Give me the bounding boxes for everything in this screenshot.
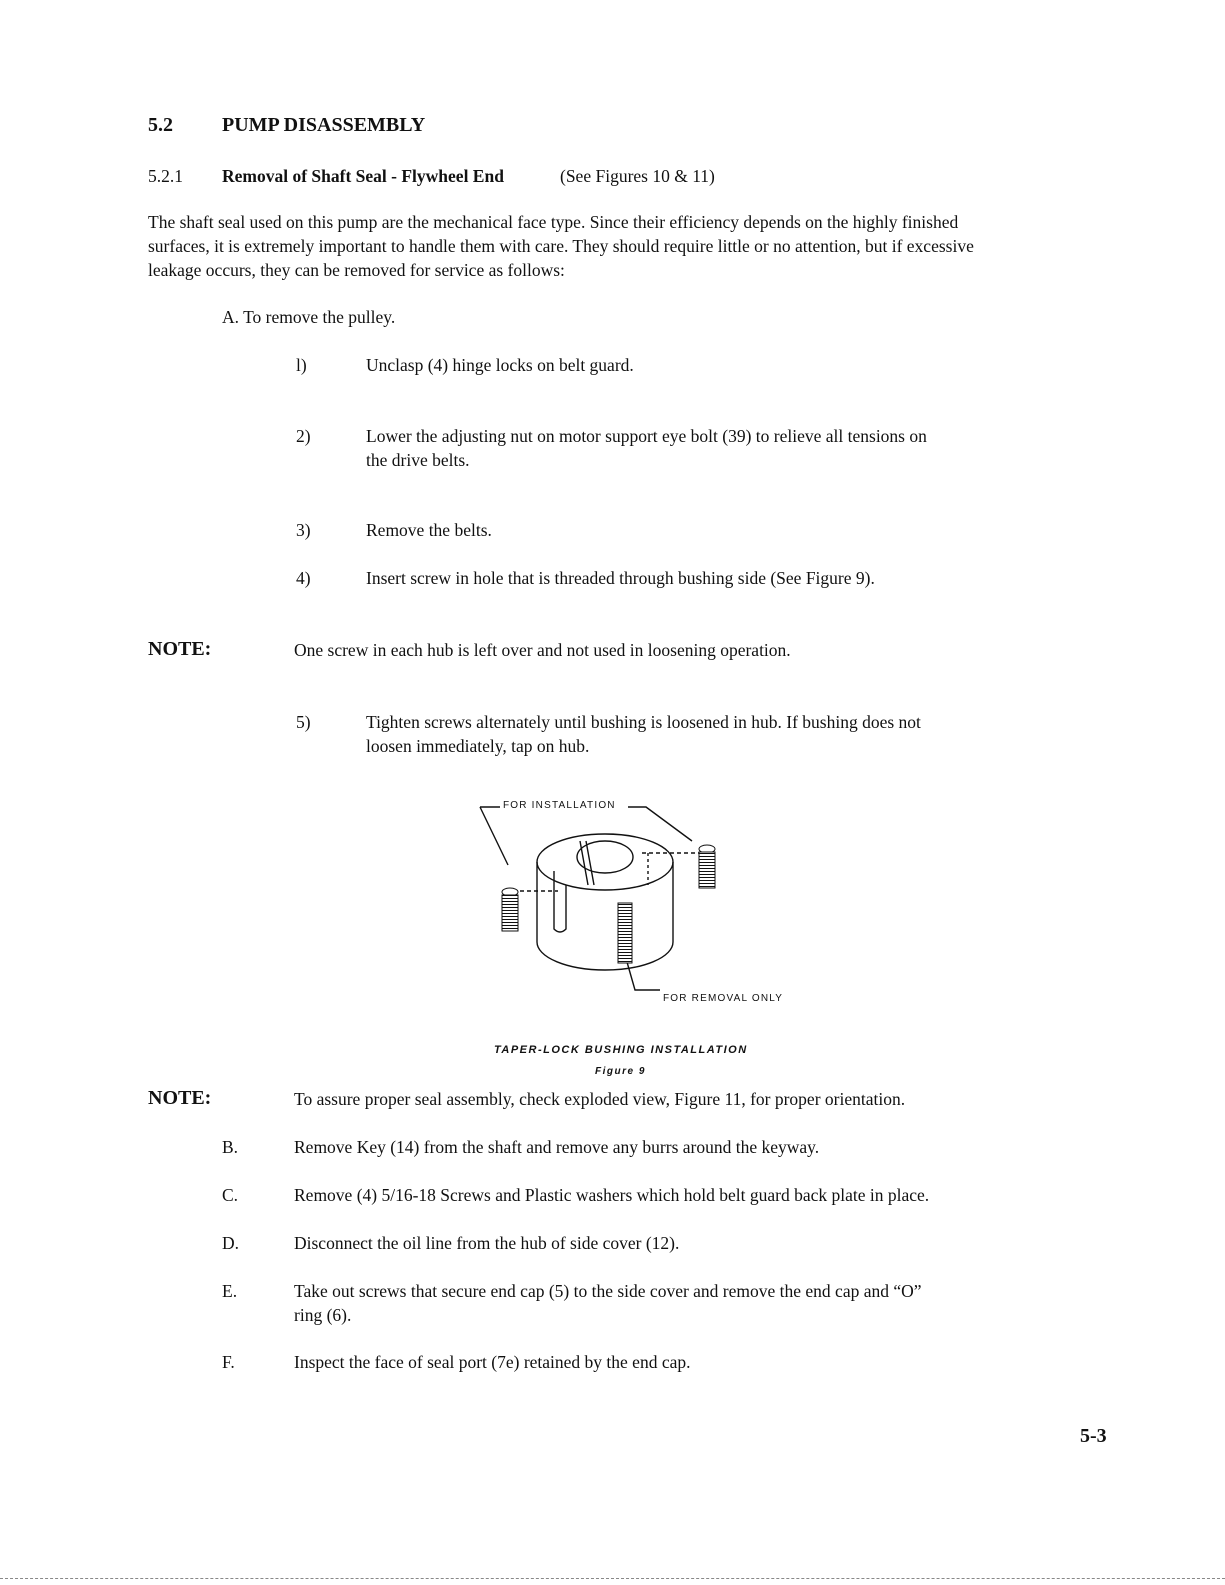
screw-right [699,845,715,888]
substep-text: Tighten screws alternately until bushing is loosened in hub. If bushing does not [366,712,921,732]
section-number: 5.2 [148,114,173,136]
label-for-installation: FOR INSTALLATION [503,800,616,811]
note-text: To assure proper seal assembly, check exploded view, Figure 11, for proper orientation. [294,1089,906,1109]
subsection-title: Removal of Shaft Seal - Flywheel End [222,166,504,186]
step-text: Take out screws that secure end cap (5) to the side cover and remove the end cap and “O” [294,1281,922,1301]
page-number: 5-3 [1080,1425,1107,1447]
substep-text: Lower the adjusting nut on motor support eye bolt (39) to relieve all tensions on [366,426,927,446]
intro-line: surfaces, it is extremely important to handle them with care. They should require little or no attention, but if excessive [148,236,974,256]
substep-number: 3) [296,520,311,540]
substep-text: loosen immediately, tap on hub. [366,736,590,756]
step-letter: B. [222,1137,239,1157]
note-text: One screw in each hub is left over and not used in loosening operation. [294,640,791,660]
step-text: Remove (4) 5/16-18 Screws and Plastic washers which hold belt guard back plate in place. [294,1185,930,1205]
section-title: PUMP DISASSEMBLY [222,114,426,136]
figure-number: Figure 9 [595,1066,646,1077]
screw-left [502,888,518,931]
subsection-ref: (See Figures 10 & 11) [560,166,715,186]
step-a: A. To remove the pulley. [222,307,396,327]
substep-text: Remove the belts. [366,520,492,540]
substep-number: 2) [296,426,311,446]
bushing-top-face [537,834,673,890]
taper-lock-bushing-illustration [470,795,750,1010]
install-leader-left [480,807,508,865]
step-text: Disconnect the oil line from the hub of side cover (12). [294,1233,680,1253]
step-text: Inspect the face of seal port (7e) retained by the end cap. [294,1352,691,1372]
intro-line: leakage occurs, they can be removed for service as follows: [148,260,565,280]
screw-center [618,903,632,963]
note-label: NOTE: [148,638,212,660]
step-letter: D. [222,1233,240,1253]
label-for-removal-only: FOR REMOVAL ONLY [663,993,784,1004]
substep-number: 5) [296,712,311,732]
step-letter: F. [222,1352,235,1372]
bushing-slot [554,871,566,932]
substep-text: the drive belts. [366,450,470,470]
substep-number: l) [296,355,307,375]
bushing-side [537,862,673,970]
step-text: Remove Key (14) from the shaft and remove any burrs around the keyway. [294,1137,820,1157]
step-letter: C. [222,1185,239,1205]
subsection-number: 5.2.1 [148,166,183,186]
page-bottom-edge [0,1578,1225,1580]
substep-text: Insert screw in hole that is threaded through bushing side (See Figure 9). [366,568,875,588]
step-text: ring (6). [294,1305,352,1325]
substep-text: Unclasp (4) hinge locks on belt guard. [366,355,634,375]
intro-line: The shaft seal used on this pump are the mechanical face type. Since their efficiency depends on the highly finished [148,212,959,232]
note-label: NOTE: [148,1087,212,1109]
figure-caption: TAPER-LOCK BUSHING INSTALLATION [494,1044,748,1056]
step-letter: E. [222,1281,238,1301]
substep-number: 4) [296,568,311,588]
install-leader-right [628,807,692,841]
